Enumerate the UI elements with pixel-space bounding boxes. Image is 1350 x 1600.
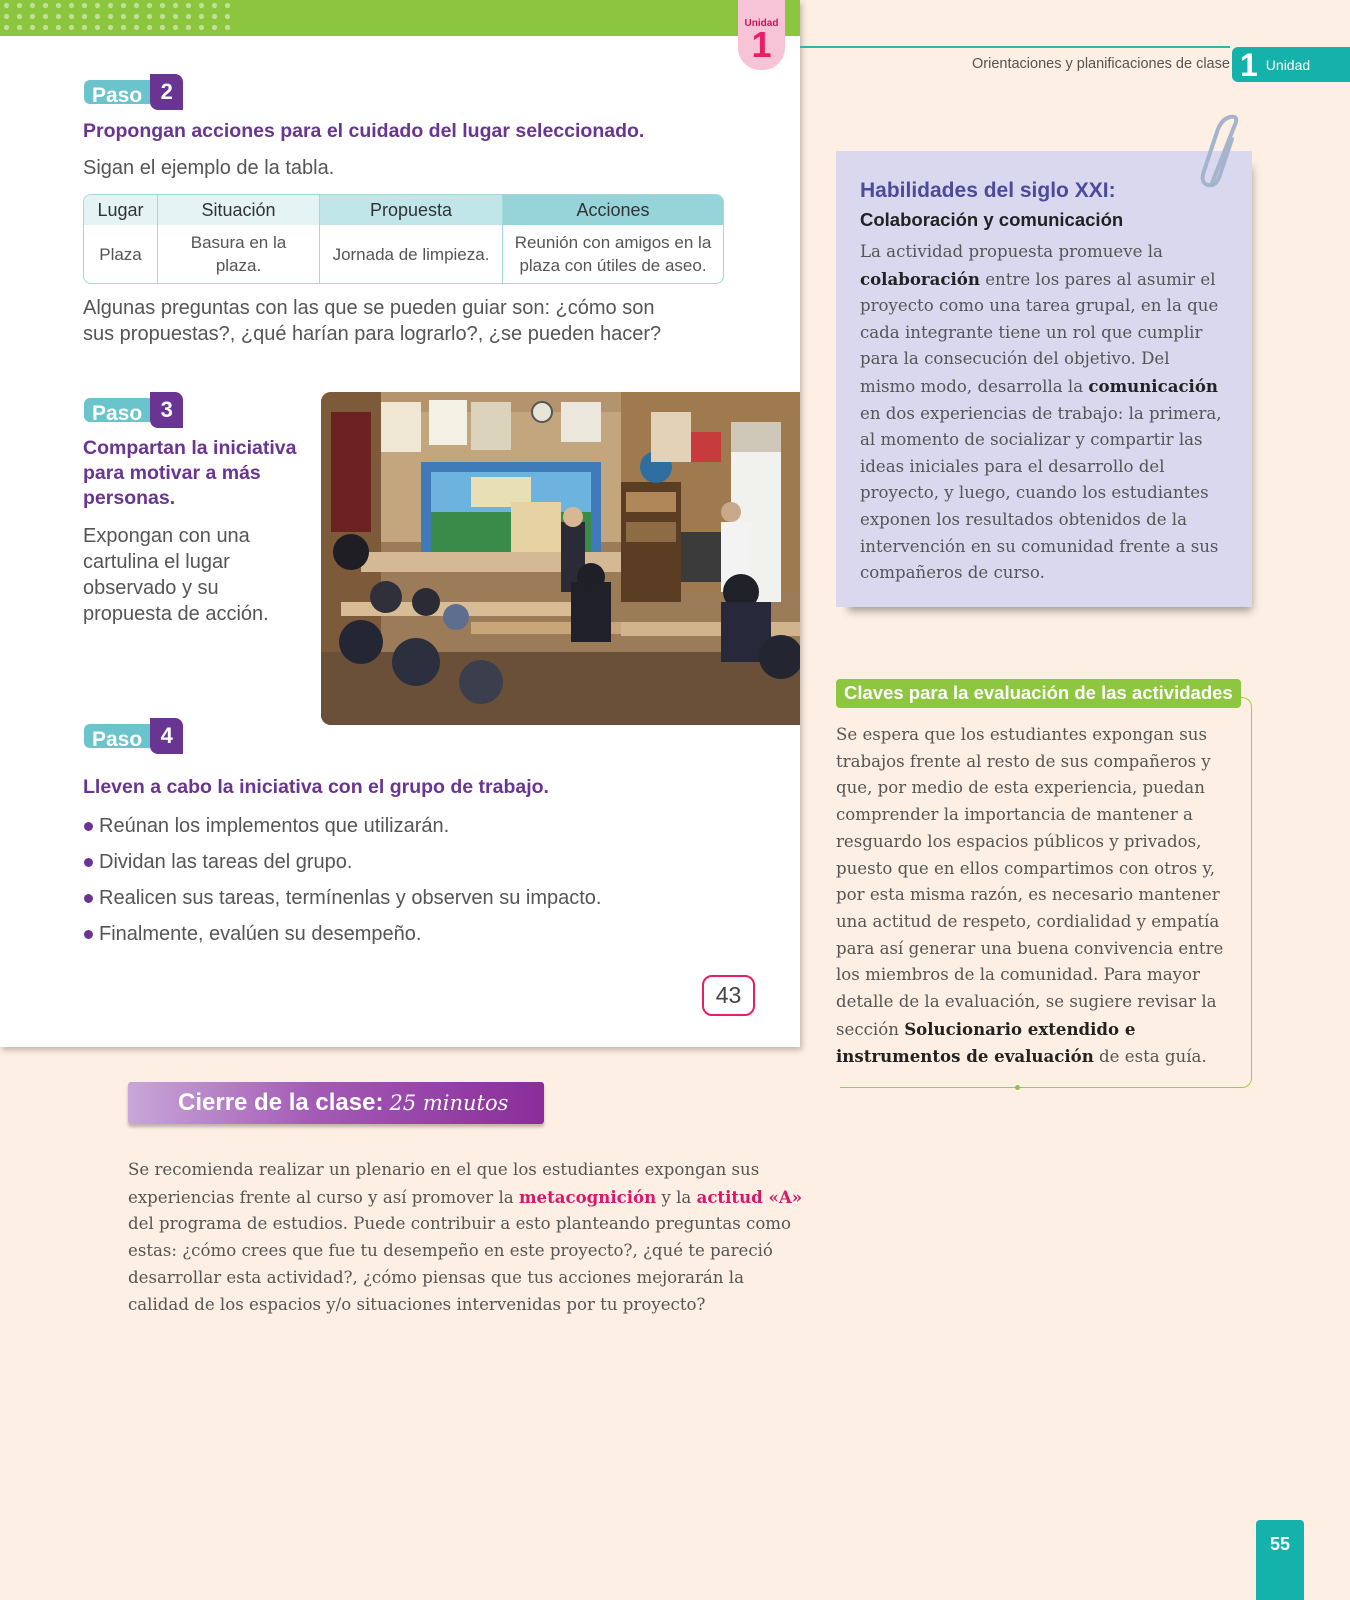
paso-4-badge [84, 718, 183, 751]
text-run: entre los pares al asumir el proyecto como una tarea grupal, en la que cada integrante tiene un rol que cumplir para la consecución del objetivo. Del mismo modo, desarrolla la [860, 269, 1219, 396]
page-number: 55 [1256, 1520, 1304, 1600]
paso-2-badge [84, 74, 183, 107]
example-table [83, 194, 724, 284]
header-rule [800, 46, 1230, 48]
paso-2-instruction: Sigan el ejemplo de la tabla. [83, 157, 335, 179]
bold-term: comunicación [1088, 375, 1218, 396]
paso-3-heading: Compartan la iniciativa para motivar a más personas. [83, 437, 297, 509]
text-run: del programa de estudios. Puede contribuir a esto planteando preguntas como estas: ¿cómo crees que fue tu desempeño en este proyecto?, ¿qué te pareció desarrollar esta actividad?, ¿cómo piensas que tus acciones mejorarán la calidad de los espacios y/o situaciones intervenidas por tu proyecto? [128, 1214, 792, 1314]
list-item [84, 844, 601, 880]
paso-number: 3 [150, 392, 183, 428]
claves-paragraph [836, 722, 1236, 1071]
bullet-icon [84, 930, 93, 939]
text-run: Se recomienda realizar un plenario en el que los estudiantes expongan sus experiencias frente al curso y así promover la [128, 1160, 760, 1207]
table-cell: Jornada de limpieza. [320, 225, 503, 283]
table-cell: Reunión con amigos en la plaza con útiles de aseo. [514, 233, 712, 275]
list-item [84, 880, 601, 916]
skills-paragraph [860, 239, 1228, 587]
paso-3-text: Expongan con una cartulina el lugar observado y su propuesta de acción. [83, 525, 269, 625]
paso-label: Paso [84, 724, 150, 748]
list-item [84, 808, 601, 844]
highlight-term: actitud «A» [696, 1186, 803, 1207]
dot-pattern [0, 0, 230, 36]
list-item-text: Dividan las tareas del grupo. [99, 850, 353, 873]
text-run: de esta guía. [1093, 1047, 1207, 1067]
text-run: y la [656, 1187, 697, 1207]
header-unit-number: 1 [1240, 46, 1258, 83]
list-item [84, 916, 601, 952]
unit-tab-number: 1 [751, 24, 772, 65]
skills-title: Habilidades del siglo XXI: [860, 179, 1116, 202]
paso-2-heading: Propongan acciones para el cuidado del lugar seleccionado. [83, 120, 645, 142]
student-textbook-page [0, 0, 800, 1047]
cierre-paragraph [128, 1157, 808, 1318]
text-run: en dos experiencias de trabajo: la primera, al momento de socializar y compartir las ideas iniciales para el desarrollo del proyecto, y luego, cuando los estudiantes exponen los resultados obtenidos de la intervención en su comunidad frente a sus compañeros de curso. [860, 403, 1222, 583]
text-run: Se espera que los estudiantes expongan sus trabajos frente al resto de sus compañeros y que, por medio de esta experiencia, puedan comprender la importancia de mantener a resguardo los espacios públicos y privados, puesto que en ellos compartimos con otros y, por esta misma razón, es necesario mantener una actitud de respeto, cordialidad y empatía para así generar una buena convivencia entre los miembros de la comunidad. Para mayor detalle de la evaluación, se sugiere revisar la sección [836, 725, 1224, 1039]
claves-title: Claves para la evaluación de las actividades [836, 679, 1241, 708]
frame-end-dot [1015, 1085, 1020, 1090]
running-header-title: Orientaciones y planificaciones de clase [972, 56, 1230, 72]
skills-subtitle: Colaboración y comunicación [860, 209, 1124, 230]
table-header-row [84, 195, 723, 225]
paso-3-badge [84, 392, 183, 425]
skills-box [836, 151, 1252, 607]
paso-label: Paso [84, 80, 150, 104]
table-header-cell: Propuesta [320, 195, 503, 225]
paso-label: Paso [84, 398, 150, 422]
cierre-time: 25 minutos [389, 1091, 509, 1115]
header-unit-label: Unidad [1265, 56, 1311, 73]
text-run: La actividad propuesta promueve la [860, 242, 1163, 261]
cierre-banner [128, 1082, 544, 1124]
table-header-cell: Situación [158, 195, 320, 225]
table-header-cell: Acciones [503, 195, 723, 225]
list-item-text: Finalmente, evalúen su desempeño. [99, 922, 422, 945]
classroom-photo [321, 392, 800, 725]
guiding-questions: Algunas preguntas con las que se pueden guiar son: ¿cómo son sus propuestas?, ¿qué harían para lograrlo?, ¿se pueden hacer? [83, 297, 662, 345]
table-cell: Basura en la plaza. [158, 225, 320, 283]
paso-4-heading: Lleven a cabo la iniciativa con el grupo de trabajo. [83, 776, 549, 798]
bullet-icon [84, 822, 93, 831]
paso-number: 2 [150, 74, 183, 110]
table-cell: Plaza [84, 225, 158, 283]
table-row [84, 225, 723, 283]
student-page-number: 43 [702, 975, 755, 1016]
list-item-text: Reúnan los implementos que utilizarán. [99, 814, 450, 837]
bullet-icon [84, 858, 93, 867]
list-item-text: Realicen sus tareas, termínenlas y observen su impacto. [99, 886, 602, 909]
paso-number: 4 [150, 718, 183, 754]
cierre-label: Cierre de la clase: [178, 1089, 384, 1116]
highlight-term: metacognición [518, 1186, 657, 1207]
bold-term: colaboración [860, 268, 980, 289]
header-unit-tab [1232, 47, 1350, 82]
top-green-band [0, 0, 800, 36]
bold-term: Solucionario extendido e instrumentos de evaluación [836, 1018, 1136, 1067]
unit-tab [738, 0, 785, 70]
paso-4-bullet-list [84, 808, 601, 952]
unit-tab-label: Unidad [744, 18, 779, 29]
paperclip-icon [1196, 113, 1248, 191]
bullet-icon [84, 894, 93, 903]
table-header-cell: Lugar [84, 195, 158, 225]
